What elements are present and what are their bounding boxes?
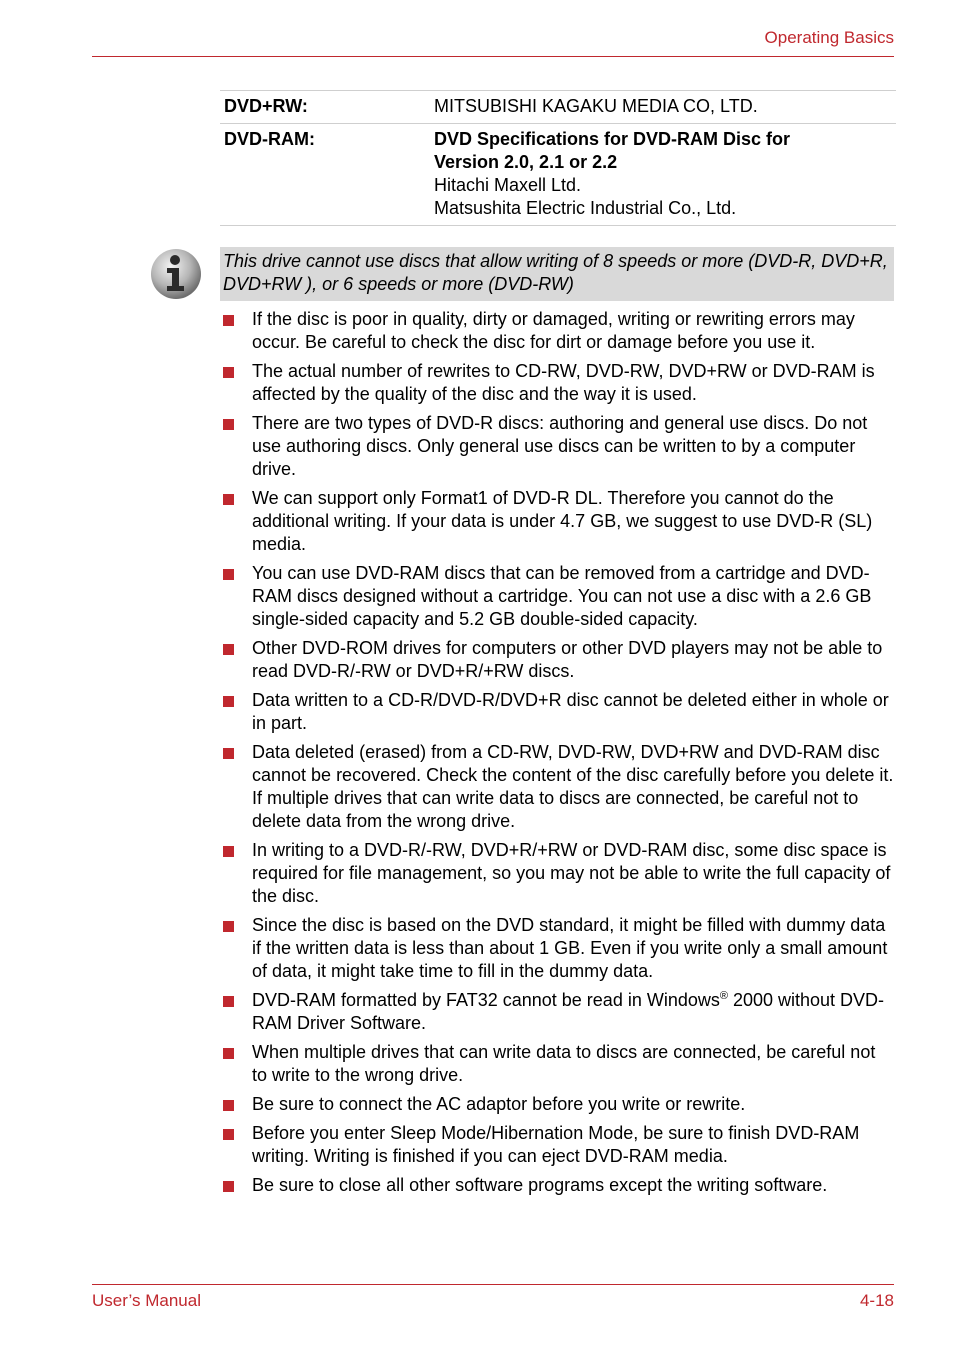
- list-item: [220, 689, 894, 735]
- bullet-text: In writing to a DVD-R/-RW, DVD+R/+RW or DVD-RAM disc, some disc space is required for file management, so you may not be able to write the full capacity of the disc.: [252, 840, 891, 906]
- list-item: [220, 1122, 894, 1168]
- spec-label: DVD+RW:: [224, 96, 308, 116]
- bullet-square-icon: [220, 637, 252, 683]
- note-text: This drive cannot use discs that allow writing of 8 speeds or more (DVD-R, DVD+R, DVD+RW ), or 6 speeds or more (DVD-RW): [223, 251, 888, 294]
- bullet-square-icon: [220, 360, 252, 406]
- spec-table: [220, 90, 896, 226]
- spec-row: [220, 91, 896, 124]
- bullet-text: Other DVD-ROM drives for computers or other DVD players may not be able to read DVD-R/-RW or DVD+R/+RW discs.: [252, 638, 883, 681]
- bullet-text: Since the disc is based on the DVD standard, it might be filled with dummy data if the written data is less than about 1 GB. Even if you write only a small amount of data, it might take time to fill in the dummy data.: [252, 915, 888, 981]
- bullet-text-part: 2000 without DVD-RAM Driver Software.: [252, 990, 885, 1033]
- bullet-text: [252, 989, 894, 1035]
- bullet-list: [220, 308, 894, 1203]
- bullet-square-icon: [220, 689, 252, 735]
- bullet-text: We can support only Format1 of DVD-R DL. Therefore you cannot do the additional writing. If your data is under 4.7 GB, we suggest to use DVD-R (SL) media.: [252, 488, 873, 554]
- bullet-text-part: DVD-RAM formatted by FAT32 cannot be read in Windows: [252, 990, 720, 1010]
- bullet-square-icon: [220, 487, 252, 556]
- header-rule: [92, 56, 894, 57]
- bullet-text: When multiple drives that can write data to discs are connected, be careful not to write to the wrong drive.: [252, 1042, 876, 1085]
- list-item: [220, 1174, 894, 1197]
- list-item: [220, 360, 894, 406]
- bullet-square-icon: [220, 839, 252, 908]
- spec-line: Matsushita Electric Industrial Co., Ltd.: [434, 198, 737, 218]
- footer-rule: [92, 1284, 894, 1285]
- bullet-text: Data deleted (erased) from a CD-RW, DVD-RW, DVD+RW and DVD-RAM disc cannot be recovered. Check the content of the disc carefully before you delete it. If multiple drives that can write data to discs are connected, be careful not to delete data from the wrong drive.: [252, 742, 894, 831]
- spec-bold-line: DVD Specifications for DVD-RAM Disc for: [434, 129, 791, 149]
- spec-value: [434, 95, 896, 118]
- spec-line: Hitachi Maxell Ltd.: [434, 175, 582, 195]
- bullet-text: Be sure to close all other software programs except the writing software.: [252, 1175, 828, 1195]
- list-item: [220, 487, 894, 556]
- spec-value: [434, 128, 896, 220]
- list-item: [220, 741, 894, 833]
- running-header: Operating Basics: [764, 28, 894, 47]
- list-item: [220, 1041, 894, 1087]
- bullet-square-icon: [220, 914, 252, 983]
- bullet-square-icon: [220, 989, 252, 1035]
- list-item: [220, 412, 894, 481]
- bullet-square-icon: [220, 741, 252, 833]
- spec-bold-line: Version 2.0, 2.1 or 2.2: [434, 152, 618, 172]
- spec-row: [220, 124, 896, 226]
- registered-mark: ®: [719, 990, 728, 1002]
- bullet-text: You can use DVD-RAM discs that can be removed from a cartridge and DVD-RAM discs designed without a cartridge. You can not use a disc with a 2.6 GB single-sided capacity and 5.2 GB double-sided capacity.: [252, 563, 872, 629]
- bullet-square-icon: [220, 1174, 252, 1197]
- page-number: 4-18: [859, 1291, 894, 1310]
- bullet-text: The actual number of rewrites to CD-RW, DVD-RW, DVD+RW or DVD-RAM is affected by the quality of the disc and the way it is used.: [252, 361, 875, 404]
- list-item: [220, 839, 894, 908]
- bullet-square-icon: [220, 1041, 252, 1087]
- spec-label: DVD-RAM:: [224, 129, 315, 149]
- bullet-text: Data written to a CD-R/DVD-R/DVD+R disc cannot be deleted either in whole or in part.: [252, 690, 889, 733]
- info-icon: [150, 248, 202, 300]
- list-item: [220, 308, 894, 354]
- bullet-square-icon: [220, 1093, 252, 1116]
- list-item: [220, 562, 894, 631]
- list-item: [220, 989, 894, 1035]
- bullet-square-icon: [220, 1122, 252, 1168]
- bullet-square-icon: [220, 562, 252, 631]
- list-item: [220, 637, 894, 683]
- bullet-square-icon: [220, 412, 252, 481]
- bullet-text: If the disc is poor in quality, dirty or damaged, writing or rewriting errors may occur. Be careful to check the disc for dirt or damage before you use it.: [252, 309, 855, 352]
- list-item: [220, 1093, 894, 1116]
- footer-manual-title: User’s Manual: [92, 1291, 201, 1310]
- note-box: [220, 247, 894, 301]
- bullet-text: Be sure to connect the AC adaptor before you write or rewrite.: [252, 1094, 746, 1114]
- spec-line: MITSUBISHI KAGAKU MEDIA CO, LTD.: [434, 96, 758, 116]
- bullet-text: There are two types of DVD-R discs: authoring and general use discs. Do not use authoring discs. Only general use discs can be written to by a computer drive.: [252, 413, 868, 479]
- bullet-square-icon: [220, 308, 252, 354]
- list-item: [220, 914, 894, 983]
- bullet-text: Before you enter Sleep Mode/Hibernation Mode, be sure to finish DVD-RAM writing. Writing is finished if you can eject DVD-RAM media.: [252, 1123, 860, 1166]
